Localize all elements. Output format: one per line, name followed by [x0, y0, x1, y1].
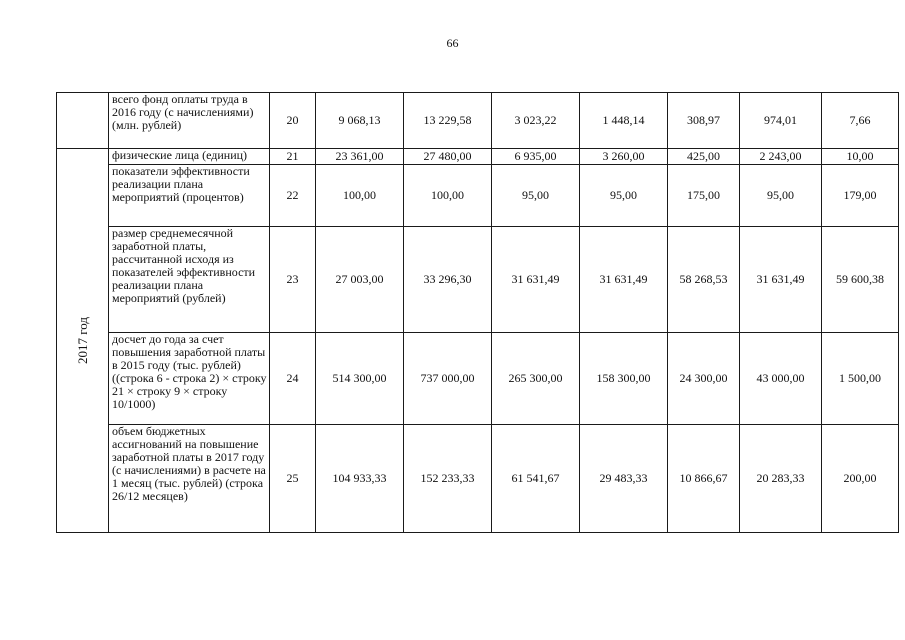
- table-cell: 737 000,00: [404, 333, 492, 425]
- table-cell: 3 023,22: [492, 93, 580, 149]
- table-cell: 95,00: [492, 165, 580, 227]
- table-cell: 31 631,49: [492, 227, 580, 333]
- table-row: [57, 425, 899, 533]
- table-cell: 308,97: [668, 93, 740, 149]
- table-cell: 200,00: [822, 425, 899, 533]
- table-cell: 1 500,00: [822, 333, 899, 425]
- table-cell: 152 233,33: [404, 425, 492, 533]
- table-cell: 175,00: [668, 165, 740, 227]
- table-cell: 95,00: [740, 165, 822, 227]
- table-cell: 59 600,38: [822, 227, 899, 333]
- row-label: объем бюджетных ассигнований на повышение заработной платы в 2017 году (с начислениями) в расчете на 1 месяц (тыс. рублей) (строка 26/12 месяцев): [109, 425, 270, 533]
- table-cell: 7,66: [822, 93, 899, 149]
- table-cell: 43 000,00: [740, 333, 822, 425]
- table-cell: 179,00: [822, 165, 899, 227]
- year-label: 2017 год: [75, 316, 90, 364]
- row-number: 24: [270, 333, 316, 425]
- table-cell: 10,00: [822, 149, 899, 165]
- table-cell: 13 229,58: [404, 93, 492, 149]
- empty-year-cell: [57, 93, 109, 149]
- row-label: всего фонд оплаты труда в 2016 году (с начислениями) (млн. рублей): [109, 93, 270, 149]
- row-number: 23: [270, 227, 316, 333]
- table-row: [57, 227, 899, 333]
- table-row: [57, 149, 899, 165]
- table-cell: 58 268,53: [668, 227, 740, 333]
- table-cell: 61 541,67: [492, 425, 580, 533]
- row-number: 20: [270, 93, 316, 149]
- table-cell: 10 866,67: [668, 425, 740, 533]
- row-number: 22: [270, 165, 316, 227]
- row-number: 25: [270, 425, 316, 533]
- table-row: [57, 93, 899, 149]
- table-cell: 27 003,00: [316, 227, 404, 333]
- table-cell: 95,00: [580, 165, 668, 227]
- table-row: [57, 165, 899, 227]
- table-cell: 425,00: [668, 149, 740, 165]
- table-cell: 33 296,30: [404, 227, 492, 333]
- row-label: досчет до года за счет повышения заработной платы в 2015 году (тыс. рублей) ((строка 6 - строка 2) × строку 21 × строку 9 × строку 10/1000): [109, 333, 270, 425]
- table-cell: 974,01: [740, 93, 822, 149]
- table-row: [57, 333, 899, 425]
- table-cell: 100,00: [404, 165, 492, 227]
- table-cell: 158 300,00: [580, 333, 668, 425]
- year-cell: [57, 149, 109, 533]
- row-label: показатели эффективности реализации плана мероприятий (процентов): [109, 165, 270, 227]
- row-number: 21: [270, 149, 316, 165]
- data-table: [56, 92, 899, 533]
- table-cell: 27 480,00: [404, 149, 492, 165]
- table-cell: 514 300,00: [316, 333, 404, 425]
- table-cell: 31 631,49: [740, 227, 822, 333]
- row-label: размер среднемесячной заработной платы, рассчитанной исходя из показателей эффективности реализации плана мероприятий (рублей): [109, 227, 270, 333]
- table-cell: 24 300,00: [668, 333, 740, 425]
- table-cell: 29 483,33: [580, 425, 668, 533]
- table-cell: 6 935,00: [492, 149, 580, 165]
- table-cell: 104 933,33: [316, 425, 404, 533]
- table-cell: 31 631,49: [580, 227, 668, 333]
- table-cell: 23 361,00: [316, 149, 404, 165]
- table-cell: 9 068,13: [316, 93, 404, 149]
- page-number: 66: [446, 36, 459, 50]
- table-cell: 1 448,14: [580, 93, 668, 149]
- table-cell: 2 243,00: [740, 149, 822, 165]
- table-cell: 100,00: [316, 165, 404, 227]
- table-cell: 20 283,33: [740, 425, 822, 533]
- table-cell: 265 300,00: [492, 333, 580, 425]
- table-cell: 3 260,00: [580, 149, 668, 165]
- row-label: физические лица (единиц): [109, 149, 270, 165]
